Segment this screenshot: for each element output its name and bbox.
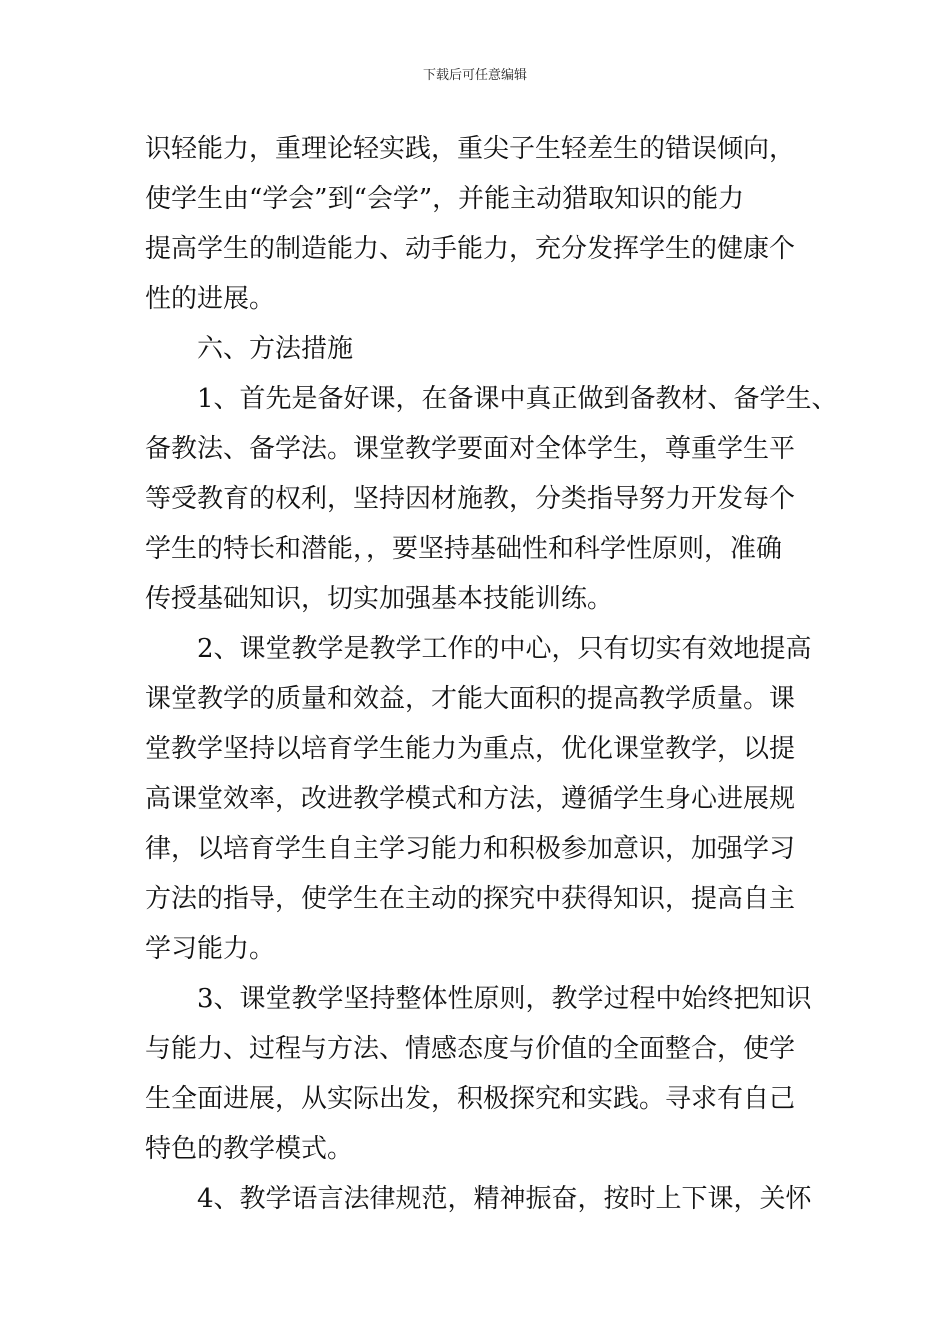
text-line: 堂教学坚持以培育学生能力为重点，优化课堂教学，以提 — [145, 734, 796, 764]
text-line: 4、教学语言法律规范，精神振奋，按时上下课，关怀 — [197, 1184, 812, 1214]
text-line: 学生的特长和潜能，，要坚持基础性和科学性原则，准确 — [145, 534, 783, 564]
text-line: 特色的教学模式。 — [145, 1134, 354, 1164]
text-line: 3、课堂教学坚持整体性原则，教学过程中始终把知识 — [197, 984, 812, 1014]
text-line: 传授基础知识，切实加强基本技能训练。 — [145, 584, 614, 614]
text-line: 与能力、过程与方法、情感态度与价值的全面整合，使学 — [145, 1034, 796, 1064]
text-line: 使学生由“学会”到“会学”，并能主动猎取知识的能力 — [145, 184, 745, 214]
text-line: 学习能力。 — [145, 934, 276, 964]
text-line: 识轻能力，重理论轻实践，重尖子生轻差生的错误倾向， — [145, 134, 796, 164]
document-body — [145, 124, 838, 1224]
text-line: 2、课堂教学是教学工作的中心，只有切实有效地提高 — [197, 634, 812, 664]
text-line: 提高学生的制造能力、动手能力，充分发挥学生的健康个 — [145, 234, 796, 264]
text-line: 六、方法措施 — [197, 334, 354, 364]
text-line: 方法的指导，使学生在主动的探究中获得知识，提高自主 — [145, 884, 796, 914]
text-line: 1、首先是备好课，在备课中真正做到备教材、备学生、 — [197, 384, 838, 414]
text-line: 性的进展。 — [145, 284, 276, 314]
text-line: 高课堂效率，改进教学模式和方法，遵循学生身心进展规 — [145, 784, 796, 814]
text-line: 课堂教学的质量和效益，才能大面积的提高教学质量。课 — [145, 684, 796, 714]
text-line: 等受教育的权利，坚持因材施教，分类指导努力开发每个 — [145, 484, 796, 514]
page-header: 下载后可任意编辑 — [422, 68, 527, 83]
text-line: 律，以培育学生自主学习能力和积极参加意识，加强学习 — [145, 834, 796, 864]
text-line: 生全面进展，从实际出发，积极探究和实践。寻求有自己 — [145, 1084, 796, 1114]
text-line: 备教法、备学法。课堂教学要面对全体学生，尊重学生平 — [145, 434, 796, 464]
